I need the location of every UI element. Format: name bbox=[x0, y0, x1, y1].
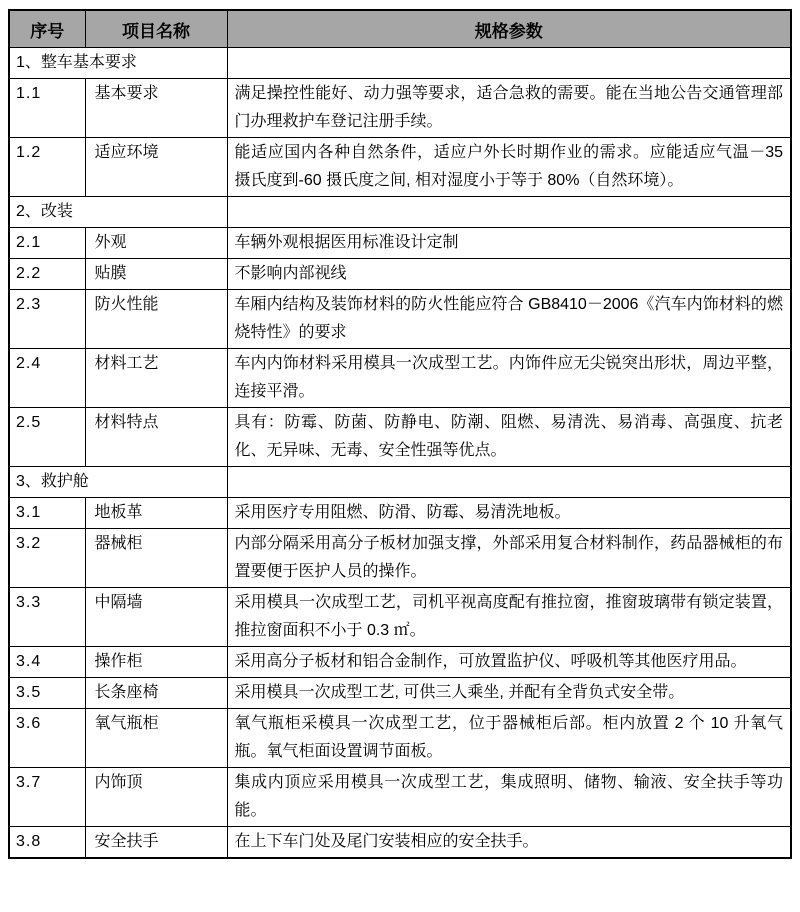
table-row bbox=[9, 138, 791, 197]
item-name: 材料工艺 bbox=[85, 349, 227, 408]
item-name: 内饰顶 bbox=[85, 768, 227, 827]
table-row bbox=[9, 349, 791, 408]
table-row bbox=[9, 827, 791, 859]
table-row bbox=[9, 768, 791, 827]
spec-text: 采用高分子板材和铝合金制作，可放置监护仪、呼吸机等其他医疗用品。 bbox=[227, 647, 791, 678]
section-spec-empty bbox=[227, 48, 791, 79]
row-no: 2.3 bbox=[9, 290, 85, 349]
row-no: 2.4 bbox=[9, 349, 85, 408]
item-name: 贴膜 bbox=[85, 259, 227, 290]
row-no: 3.1 bbox=[9, 498, 85, 529]
item-name: 安全扶手 bbox=[85, 827, 227, 859]
section-title: 1、整车基本要求 bbox=[9, 48, 227, 79]
section-row bbox=[9, 467, 791, 498]
section-title: 2、改装 bbox=[9, 197, 227, 228]
section-spec-empty bbox=[227, 197, 791, 228]
table-row bbox=[9, 290, 791, 349]
section-row bbox=[9, 48, 791, 79]
spec-text: 氧气瓶柜采模具一次成型工艺，位于器械柜后部。柜内放置 2 个 10 升氧气瓶。氧气柜面设置调节面板。 bbox=[227, 709, 791, 768]
row-no: 3.5 bbox=[9, 678, 85, 709]
row-no: 3.6 bbox=[9, 709, 85, 768]
row-no: 2.5 bbox=[9, 408, 85, 467]
item-name: 材料特点 bbox=[85, 408, 227, 467]
table-row bbox=[9, 647, 791, 678]
spec-text: 采用模具一次成型工艺, 可供三人乘坐, 并配有全背负式安全带。 bbox=[227, 678, 791, 709]
spec-text: 满足操控性能好、动力强等要求，适合急救的需要。能在当地公告交通管理部门办理救护车登记注册手续。 bbox=[227, 79, 791, 138]
row-no: 3.2 bbox=[9, 529, 85, 588]
header-cell-name: 项目名称 bbox=[85, 10, 227, 48]
spec-text: 采用模具一次成型工艺，司机平视高度配有推拉窗，推窗玻璃带有锁定装置，推拉窗面积不小于 0.3 ㎡。 bbox=[227, 588, 791, 647]
spec-text: 内部分隔采用高分子板材加强支撑，外部采用复合材料制作，药品器械柜的布置要便于医护人员的操作。 bbox=[227, 529, 791, 588]
row-no: 3.8 bbox=[9, 827, 85, 859]
item-name: 氧气瓶柜 bbox=[85, 709, 227, 768]
spec-text: 车厢内结构及装饰材料的防火性能应符合 GB8410－2006《汽车内饰材料的燃烧特性》的要求 bbox=[227, 290, 791, 349]
table-row bbox=[9, 228, 791, 259]
row-no: 2.1 bbox=[9, 228, 85, 259]
item-name: 中隔墙 bbox=[85, 588, 227, 647]
item-name: 地板革 bbox=[85, 498, 227, 529]
spec-text: 集成内顶应采用模具一次成型工艺，集成照明、储物、输液、安全扶手等功能。 bbox=[227, 768, 791, 827]
row-no: 3.3 bbox=[9, 588, 85, 647]
row-no: 1.2 bbox=[9, 138, 85, 197]
row-no: 3.4 bbox=[9, 647, 85, 678]
spec-text: 在上下车门处及尾门安装相应的安全扶手。 bbox=[227, 827, 791, 859]
spec-text: 具有：防霉、防菌、防静电、防潮、阻燃、易清洗、易消毒、高强度、抗老化、无异味、无毒、安全性强等优点。 bbox=[227, 408, 791, 467]
row-no: 3.7 bbox=[9, 768, 85, 827]
table-row bbox=[9, 408, 791, 467]
table-row bbox=[9, 709, 791, 768]
table-row bbox=[9, 588, 791, 647]
section-spec-empty bbox=[227, 467, 791, 498]
table-row bbox=[9, 678, 791, 709]
header-cell-no: 序号 bbox=[9, 10, 85, 48]
spec-text: 车辆外观根据医用标准设计定制 bbox=[227, 228, 791, 259]
table-header-row bbox=[9, 10, 791, 48]
item-name: 器械柜 bbox=[85, 529, 227, 588]
table-row bbox=[9, 498, 791, 529]
row-no: 2.2 bbox=[9, 259, 85, 290]
table-row bbox=[9, 79, 791, 138]
row-no: 1.1 bbox=[9, 79, 85, 138]
item-name: 适应环境 bbox=[85, 138, 227, 197]
spec-text: 能适应国内各种自然条件，适应户外长时期作业的需求。应能适应气温－35 摄氏度到-60 摄氏度之间, 相对湿度小于等于 80%（自然环境）。 bbox=[227, 138, 791, 197]
section-row bbox=[9, 197, 791, 228]
spec-table bbox=[8, 9, 792, 859]
item-name: 长条座椅 bbox=[85, 678, 227, 709]
item-name: 外观 bbox=[85, 228, 227, 259]
item-name: 防火性能 bbox=[85, 290, 227, 349]
section-title: 3、救护舱 bbox=[9, 467, 227, 498]
spec-text: 车内内饰材料采用模具一次成型工艺。内饰件应无尖锐突出形状，周边平整，连接平滑。 bbox=[227, 349, 791, 408]
spec-text: 不影响内部视线 bbox=[227, 259, 791, 290]
table-row bbox=[9, 529, 791, 588]
table-row bbox=[9, 259, 791, 290]
spec-text: 采用医疗专用阻燃、防滑、防霉、易清洗地板。 bbox=[227, 498, 791, 529]
item-name: 操作柜 bbox=[85, 647, 227, 678]
item-name: 基本要求 bbox=[85, 79, 227, 138]
header-cell-spec: 规格参数 bbox=[227, 10, 791, 48]
